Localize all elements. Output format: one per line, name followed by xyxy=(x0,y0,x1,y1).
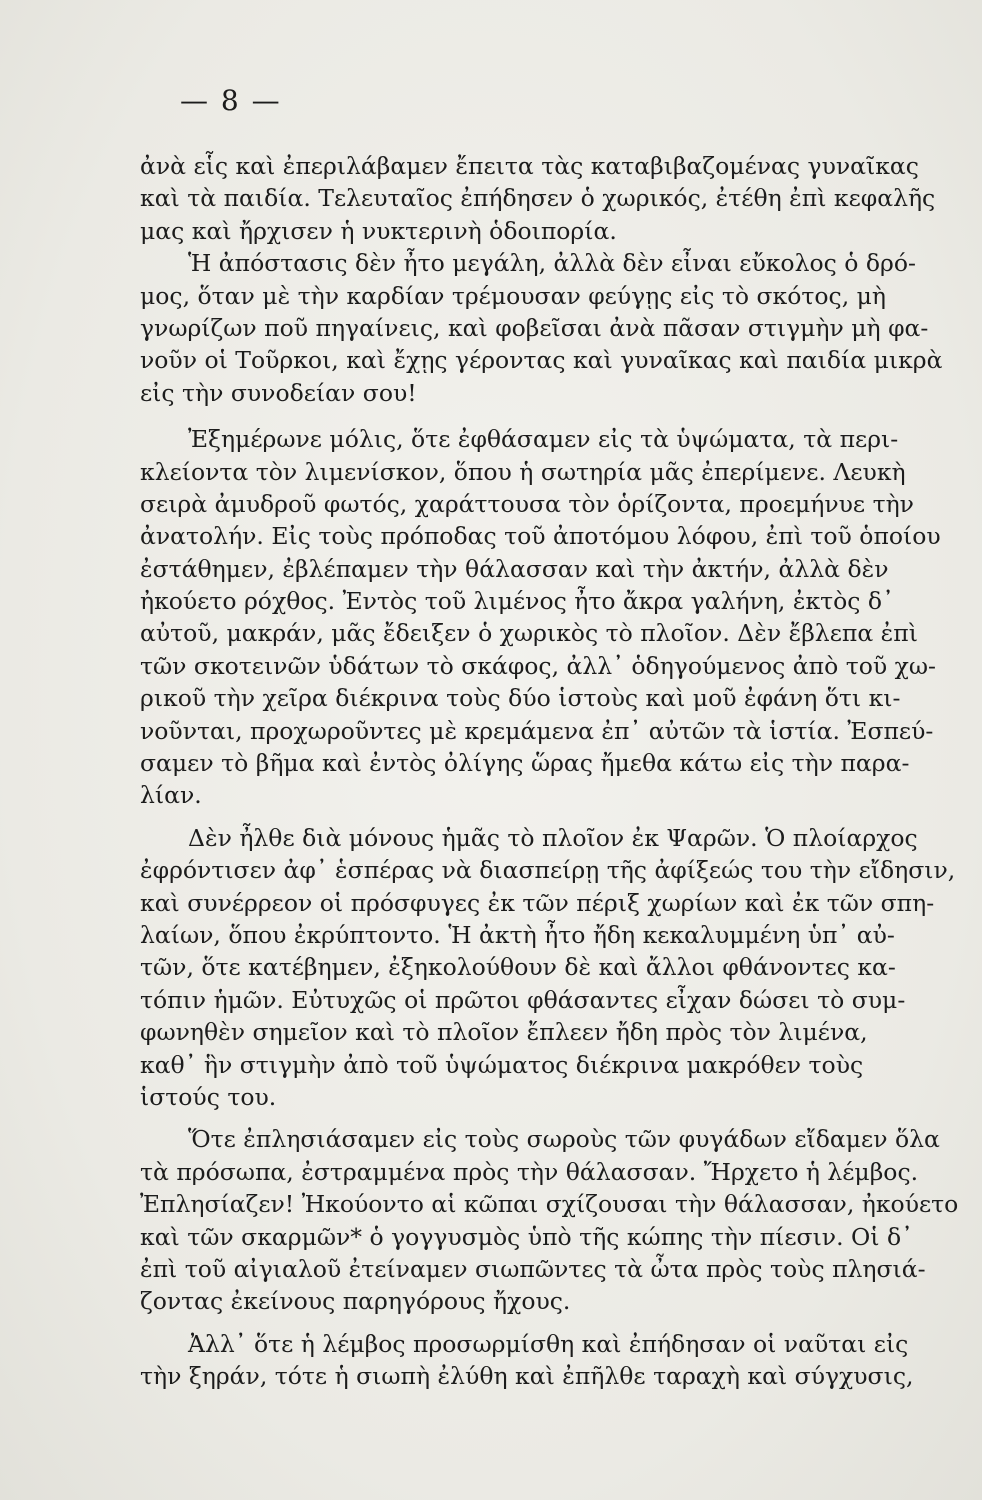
text-line: ἀνατολήν. Εἰς τοὺς πρόποδας τοῦ ἀποτόμου λόφου, ἐπὶ τοῦ ὁποίου xyxy=(140,522,941,551)
paragraph xyxy=(140,247,943,409)
text-line: φωνηθὲν σημεῖον καὶ τὸ πλοῖον ἔπλεεν ἤδη πρὸς τὸν λιμένα, xyxy=(140,1018,868,1047)
text-line: ρικοῦ τὴν χεῖρα διέκρινα τοὺς δύο ἱστοὺς καὶ μοῦ ἐφάνη ὅτι κι- xyxy=(140,684,901,713)
text-line: νοῦν οἱ Τοῦρκοι, καὶ ἔχῃς γέροντας καὶ γυναῖκας καὶ παιδία μικρὰ xyxy=(140,346,943,375)
paragraph xyxy=(140,423,941,812)
text-line: ἐπὶ τοῦ αἰγιαλοῦ ἐτείναμεν σιωπῶντες τὰ ὦτα πρὸς τοὺς πλησιά- xyxy=(140,1254,926,1283)
text-line: τὰ πρόσωπα, ἐστραμμένα πρὸς τὴν θάλασσαν. Ἤρχετο ἡ λέμβος. xyxy=(140,1157,919,1186)
text-line: αὐτοῦ, μακράν, μᾶς ἔδειξεν ὁ χωρικὸς τὸ πλοῖον. Δὲν ἔβλεπα ἐπὶ xyxy=(140,619,918,648)
text-line: ἐστάθημεν, ἐβλέπαμεν τὴν θάλασσαν καὶ τὴν ἀκτήν, ἀλλὰ δὲν xyxy=(140,554,889,583)
text-line: κλείοντα τὸν λιμενίσκον, ὅπου ἡ σωτηρία μᾶς ἐπερίμενε. Λευκὴ xyxy=(140,457,906,486)
text-line: καὶ τῶν σκαρμῶν* ὁ γογγυσμὸς ὑπὸ τῆς κώπης τὴν πίεσιν. Οἱ δ᾽ xyxy=(140,1222,913,1251)
text-line: μος, ὅταν μὲ τὴν καρδίαν τρέμουσαν φεύγῃς εἰς τὸ σκότος, μὴ xyxy=(140,281,886,310)
text-line: Ὅτε ἐπλησιάσαμεν εἰς τοὺς σωροὺς τῶν φυγάδων εἴδαμεν ὅλα xyxy=(188,1125,940,1154)
text-line: ἱστούς του. xyxy=(140,1082,277,1111)
text-line: ἠκούετο ρόχθος. Ἐντὸς τοῦ λιμένος ἦτο ἄκρα γαλήνη, ἐκτὸς δ᾽ xyxy=(140,587,894,616)
text-line: εἰς τὴν συνοδείαν σου! xyxy=(140,378,417,407)
text-line: Ἡ ἀπόστασις δὲν ἦτο μεγάλη, ἀλλὰ δὲν εἶναι εὔκολος ὁ δρό- xyxy=(188,249,916,278)
text-line: γνωρίζων ποῦ πηγαίνεις, καὶ φοβεῖσαι ἀνὰ πᾶσαν στιγμὴν μὴ φα- xyxy=(140,313,929,342)
page-number: — 8 — xyxy=(180,84,282,117)
text-line: ἀνὰ εἷς καὶ ἐπεριλάβαμεν ἔπειτα τὰς καταβιβαζομένας γυναῖκας xyxy=(140,152,919,180)
text-line: τόπιν ἡμῶν. Εὐτυχῶς οἱ πρῶτοι φθάσαντες εἶχαν δώσει τὸ συμ- xyxy=(140,985,906,1014)
paragraph xyxy=(140,822,956,1114)
text-line: καθ᾽ ἣν στιγμὴν ἀπὸ τοῦ ὑψώματος διέκρινα μακρόθεν τοὺς xyxy=(140,1050,864,1079)
text-line: τῶν σκοτεινῶν ὑδάτων τὸ σκάφος, ἀλλ᾽ ὁδηγούμενος ἀπὸ τοῦ χω- xyxy=(140,651,936,680)
text-line: Δὲν ἦλθε διὰ μόνους ἡμᾶς τὸ πλοῖον ἐκ Ψαρῶν. Ὁ πλοίαρχος xyxy=(188,823,918,852)
text-line: Ἀλλ᾽ ὅτε ἡ λέμβος προσωρμίσθη καὶ ἐπήδησαν οἱ ναῦται εἰς xyxy=(188,1329,909,1358)
text-line: σαμεν τὸ βῆμα καὶ ἐντὸς ὀλίγης ὥρας ἤμεθα κάτω εἰς τὴν παρα- xyxy=(140,749,910,778)
text-line: νοῦνται, προχωροῦντες μὲ κρεμάμενα ἐπ᾽ αὐτῶν τὰ ἱστία. Ἐσπεύ- xyxy=(140,716,934,745)
text-line: μας καὶ ἤρχισεν ἡ νυκτερινὴ ὁδοιπορία. xyxy=(140,216,617,245)
text-line: καὶ συνέρρεον οἱ πρόσφυγες ἐκ τῶν πέριξ χωρίων καὶ ἐκ τῶν σπη- xyxy=(140,888,935,917)
paragraph xyxy=(140,1328,914,1393)
text-line: Ἐπλησίαζεν! Ἠκούοντο αἱ κῶπαι σχίζουσαι τὴν θάλασσαν, ἠκούετο xyxy=(140,1190,959,1219)
text-line: λαίων, ὅπου ἐκρύπτοντο. Ἡ ἀκτὴ ἦτο ἤδη κεκαλυμμένη ὑπ᾽ αὐ- xyxy=(140,920,895,949)
text-line: ζοντας ἐκείνους παρηγόρους ἤχους. xyxy=(140,1287,571,1316)
body-text xyxy=(140,150,959,1392)
text-line: λίαν. xyxy=(140,781,202,810)
text-line: ἐφρόντισεν ἀφ᾽ ἑσπέρας νὰ διασπείρῃ τῆς ἀφίξεώς του τὴν εἴδησιν, xyxy=(140,856,956,885)
text-line: καὶ τὰ παιδία. Τελευταῖος ἐπήδησεν ὁ χωρικός, ἐτέθη ἐπὶ κεφαλῆς xyxy=(140,184,936,213)
paragraph xyxy=(140,1123,959,1317)
text-line: τῶν, ὅτε κατέβημεν, ἐξηκολούθουν δὲ καὶ ἄλλοι φθάνοντες κα- xyxy=(140,953,896,982)
paragraph xyxy=(140,150,936,247)
text-line: τὴν ξηράν, τότε ἡ σιωπὴ ἐλύθη καὶ ἐπῆλθε ταραχὴ καὶ σύγχυσις, xyxy=(140,1362,914,1391)
text-line: σειρὰ ἀμυδροῦ φωτός, χαράττουσα τὸν ὁρίζοντα, προεμήνυε τὴν xyxy=(140,489,914,518)
text-line: Ἐξημέρωνε μόλις, ὅτε ἐφθάσαμεν εἰς τὰ ὑψώματα, τὰ περι- xyxy=(188,425,899,454)
